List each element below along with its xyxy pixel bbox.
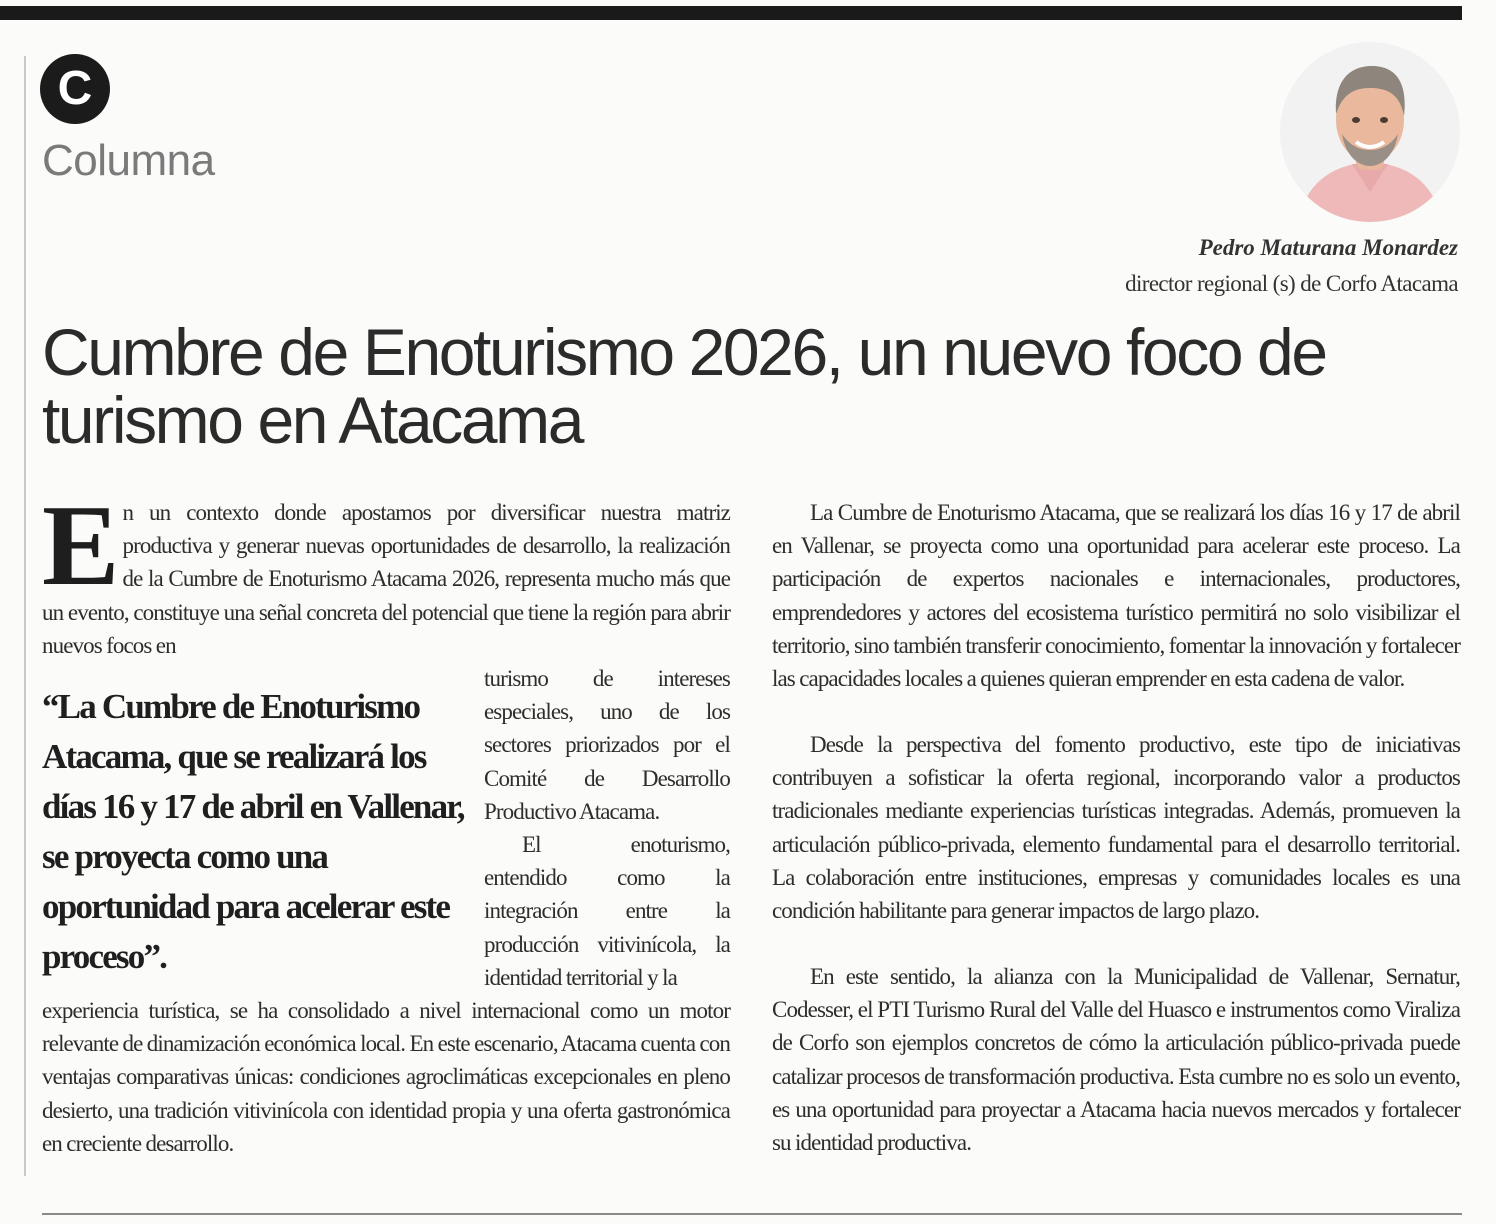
article-headline: Cumbre de Enoturismo 2026, un nuevo foco de turismo en Atacama <box>42 315 1326 457</box>
author-byline <box>1125 230 1458 302</box>
paragraph-enoturismo-continued: experiencia turística, se ha consolidado a nivel internacional como un motor relevante de dinamización económica local. En este escenario, Atacama cuenta con ventajas comparativas únicas: condiciones agroclimáticas excepcionales en pleno desierto, una tradición vitivinícola con identidad propia y una oferta gastronómica en creciente desarrollo. <box>42 998 731 1156</box>
bottom-rule <box>42 1213 1462 1215</box>
badge-letter: C <box>57 62 93 115</box>
top-rule <box>0 6 1462 20</box>
author-photo <box>1280 42 1460 222</box>
section-label: Columna <box>42 136 215 185</box>
pull-quote: “La Cumbre de Enoturismo Atacama, que se realizará los días 16 y 17 de abril en Vallenar, se proyecta como una oportunidad para acelerar este proceso”. <box>42 687 464 976</box>
paragraph-intro-text: n un contexto donde apostamos por diversificar nuestra matriz productiva y generar nuevas oportunidades de desarrollo, la realización de la Cumbre de Enoturismo Atacama 2026, representa mucho más que un evento, constituye una señal concreta del potencial que tiene la región para abrir nuevos focos en <box>42 500 730 658</box>
paragraph-cumbre: La Cumbre de Enoturismo Atacama, que se realizará los días 16 y 17 de abril en Vallenar, se proyecta como una oportunidad para acelerar este proceso. La participación de expertos nacionales e internacionales, productores, emprendedores y actores del ecosistema turístico permitirá no solo visibilizar el territorio, sino también transferir conocimiento, fomentar la innovación y fortalecer las capacidades locales a quienes quieran emprender en esta cadena de valor. <box>772 500 1460 692</box>
author-name: Pedro Maturana Monardez <box>1198 235 1458 260</box>
paragraph-intro <box>42 482 730 662</box>
section-badge <box>40 54 110 124</box>
paragraph-alianza: En este sentido, la alianza con la Municipalidad de Vallenar, Sernatur, Codesser, el PTI Turismo Rural del Valle del Huasco e instrumentos como Viraliza de Corfo son ejemplos concretos de cómo la articulación público-privada puede catalizar procesos de transformación productiva. Esta cumbre no es solo un evento, es una oportunidad para proyectar a Atacama hacia nuevos mercados y fortalecer su identidad productiva. <box>772 964 1460 1156</box>
author-portrait-icon <box>1280 42 1460 222</box>
drop-cap: E <box>42 482 119 610</box>
paragraph-fomento: Desde la perspectiva del fomento productivo, este tipo de iniciativas contribuyen a sofisticar la oferta regional, incorporando valor a productos tradicionales mediante experiencias turísticas integradas. Además, promueven la articulación público-privada, elemento fundamental para el desarrollo territorial. La colaboración entre instituciones, empresas y comunidades locales es una condición habilitante para generar impactos de largo plazo. <box>772 732 1460 924</box>
left-rule <box>24 56 26 1176</box>
paragraph-enoturismo-start: El enoturismo, entendido como la integración entre la producción vitivinícola, la identidad territorial y la <box>484 832 730 990</box>
paragraph-intro-continued: turismo de intereses especiales, uno de los sectores priorizados por el Comité de Desarrollo Productivo Atacama. <box>484 666 730 824</box>
author-role: director regional (s) de Corfo Atacama <box>1125 271 1458 296</box>
